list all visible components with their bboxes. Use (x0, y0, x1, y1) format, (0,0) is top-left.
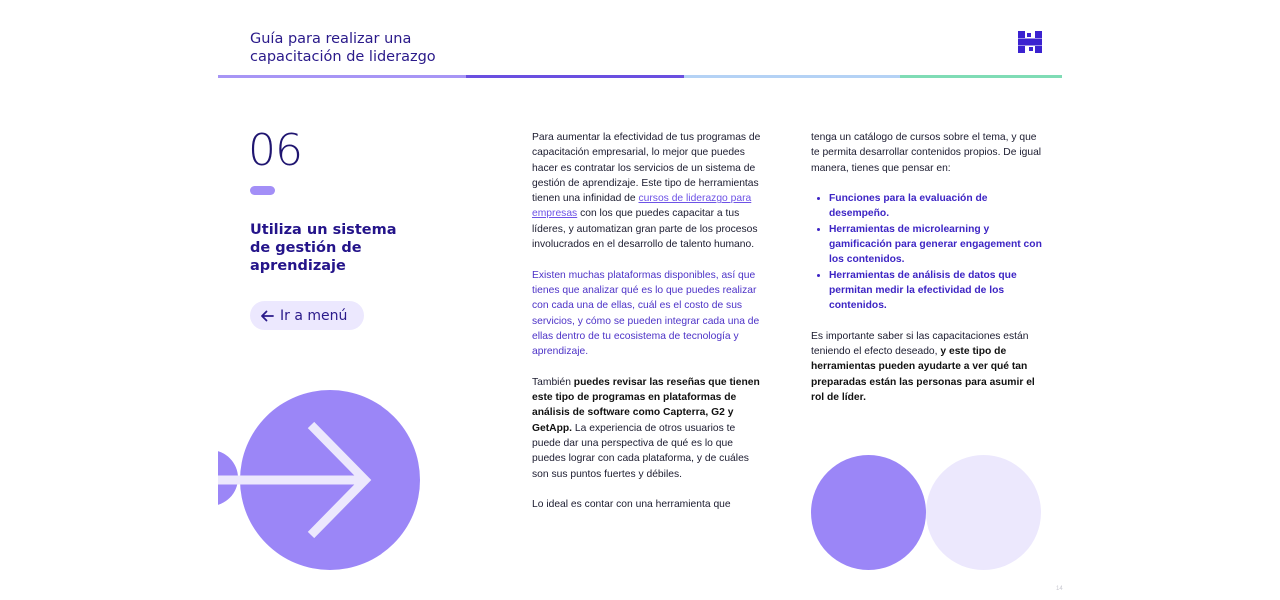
page-number: 14 (1056, 586, 1063, 592)
feature-list-item: • Funciones para la evaluación de desempeño. (829, 191, 1043, 222)
arrow-right-circle-icon (218, 385, 428, 575)
header-rule-segment-1 (218, 75, 466, 78)
document-title (250, 30, 490, 66)
body-column-1 (532, 130, 764, 528)
paragraph-bold-text: y este tipo de herramientas pueden ayudarte a ver qué tan preparadas están las personas para asumir el rol de líder. (811, 346, 1035, 404)
back-to-menu-button[interactable] (250, 301, 364, 330)
section-title (250, 221, 400, 275)
decorative-circle-light (926, 455, 1041, 570)
header-rule-segment-3 (684, 75, 900, 78)
leadership-courses-link[interactable]: cursos de liderazgo para empresas (532, 193, 752, 220)
brand-logo-icon (1018, 31, 1042, 53)
header-rule-segment-2 (466, 75, 684, 78)
paragraph-bold-text: puedes revisar las reseñas que tienen este tipo de programas en plataformas de análisis de software como Capterra, G2 y GetApp. (532, 376, 760, 434)
section-title-line3: aprendizaje (250, 258, 346, 274)
document-title-line2: capacitación de liderazgo (250, 49, 436, 65)
section-number: 06 (248, 125, 302, 176)
paragraph-platforms: Existen muchas plataformas disponibles, así que tienes que analizar qué es lo que puedes realizar con cada una de ellas, cuál es el costo de sus servicios, y cómo se pueden integrar cada una de ellas dentro de tu ecosistema de tecnología y aprendizaje. (532, 269, 760, 358)
section-accent-pill (250, 186, 275, 195)
paragraph-lms-intro (532, 130, 764, 252)
back-to-menu-label: Ir a menú (280, 307, 348, 324)
decorative-circle-dark (811, 455, 926, 570)
paragraph-text: La experiencia de otros usuarios te puede dar una perspectiva de qué es lo que puedes lograr con cada plataforma, y de cuáles son sus puntos fuertes y débiles. (532, 422, 749, 480)
paragraph-text: También (532, 376, 574, 388)
paragraph-text: Es importante saber si las capacitaciones están teniendo el efecto deseado, (811, 330, 1029, 358)
arrow-left-icon (260, 310, 274, 322)
paragraph-ideal-tool: Lo ideal es contar con una herramienta que (532, 499, 731, 511)
paragraph-catalog: tenga un catálogo de cursos sobre el tema, y que te permita desarrollar contenidos propios. De igual manera, tienes que pensar en: (811, 132, 1042, 174)
paragraph-text: con los que puedes capacitar a tus líderes, y automatizan gran parte de los procesos involucrados en el desarrollo de talento humano. (532, 208, 758, 251)
paragraph-text: Para aumentar la efectividad de tus programas de capacitación empresarial, lo mejor que puedes hacer es contratar los servicios de un sistema de gestión de aprendizaje. Este tipo de herramientas tienen una infinidad de (532, 132, 761, 205)
paragraph-reviews (532, 375, 764, 482)
feature-list-item: • Herramientas de microlearning y gamificación para generar engagement con los contenidos. (829, 222, 1043, 268)
paragraph-effect (811, 329, 1043, 405)
section-title-line1: Utiliza un sistema (250, 222, 397, 238)
document-title-line1: Guía para realizar una (250, 31, 412, 47)
feature-list-item: • Herramientas de análisis de datos que permitan medir la efectividad de los contenidos. (829, 268, 1043, 314)
section-title-line2: de gestión de (250, 240, 362, 256)
header-rule-segment-4 (900, 75, 1062, 78)
body-column-2 (811, 130, 1043, 421)
features-list (811, 191, 1043, 313)
